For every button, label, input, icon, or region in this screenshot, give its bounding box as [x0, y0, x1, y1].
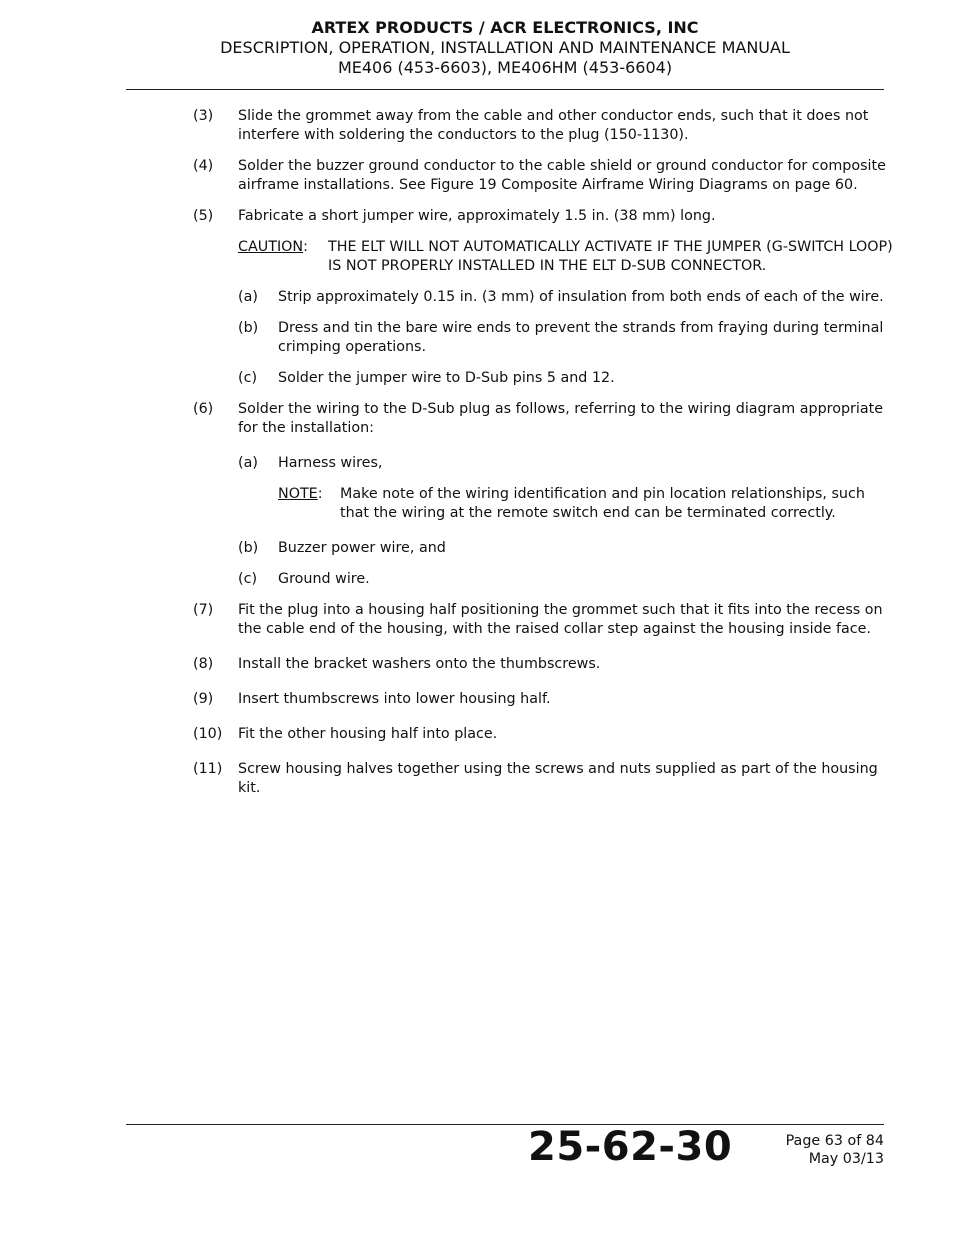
substep-text: Harness wires,: [278, 455, 383, 471]
substep-letter: (b): [238, 320, 259, 336]
step-5: [193, 207, 893, 388]
step-3: [193, 107, 893, 145]
substep-letter: (a): [238, 455, 258, 471]
step-text: Screw housing halves together using the screws and nuts supplied as part of the housing kit.: [238, 761, 878, 796]
substep-text: Dress and tin the bare wire ends to prevent the strands from fraying during terminal crimping operations.: [278, 320, 884, 355]
note-text: Make note of the wiring identification and pin location relationships, such that the wiring at the remote switch end can be terminated correctly.: [340, 486, 865, 521]
step-number: (3): [193, 108, 214, 124]
step-text: Install the bracket washers onto the thumbscrews.: [238, 656, 601, 672]
step-number: (9): [193, 691, 214, 707]
page-info: [786, 1132, 884, 1168]
substep-letter: (c): [238, 571, 258, 587]
substep-5b: [238, 319, 893, 357]
step-8: [193, 655, 893, 674]
substep-text: Strip approximately 0.15 in. (3 mm) of insulation from both ends of each of the wire.: [278, 289, 884, 305]
substep-text: Solder the jumper wire to D-Sub pins 5 and 12.: [278, 370, 615, 386]
caution-text: THE ELT WILL NOT AUTOMATICALLY ACTIVATE IF THE JUMPER (G-SWITCH LOOP) IS NOT PROPERLY INSTALLED IN THE ELT D-SUB CONNECTOR.: [328, 239, 893, 274]
step-7: [193, 601, 893, 639]
substep-5c: [238, 369, 893, 388]
step-4: [193, 157, 893, 195]
revision-date: May 03/13: [808, 1151, 884, 1167]
substep-5a: [238, 288, 893, 307]
step-6: [193, 400, 893, 589]
procedure-body: [193, 107, 893, 810]
caution-callout: CAUTION: THE ELT WILL NOT AUTOMATICALLY ACTIVATE IF THE JUMPER (G-SWITCH LOOP) IS NOT PROPERLY INSTALLED IN THE ELT D-SUB CONNECTOR.: [238, 239, 893, 274]
step-10: [193, 725, 893, 744]
step-number: (4): [193, 158, 214, 174]
substep-6a: [238, 454, 893, 523]
step-number: (10): [193, 726, 223, 742]
step-11: [193, 760, 893, 798]
substep-letter: (c): [238, 370, 258, 386]
substep-text: Ground wire.: [278, 571, 370, 587]
step-text: Solder the buzzer ground conductor to the cable shield or ground conductor for composite airframe installations. See Figure 19 Composite Airframe Wiring Diagrams on page 60.: [238, 158, 886, 193]
substep-letter: (b): [238, 540, 259, 556]
page-header: [126, 18, 884, 78]
step-text: Fit the plug into a housing half positioning the grommet such that it fits into the recess on the cable end of the housing, with the raised collar step against the housing inside face.: [238, 602, 883, 637]
ata-chapter-code: 25-62-30: [528, 1124, 733, 1170]
step-number: (11): [193, 761, 223, 777]
footer-divider: [126, 1124, 884, 1125]
header-divider: [126, 89, 884, 90]
step-text: Solder the wiring to the D-Sub plug as follows, referring to the wiring diagram appropriate for the installation:: [238, 401, 884, 436]
step-text: Fit the other housing half into place.: [238, 726, 498, 742]
step-text: Slide the grommet away from the cable and other conductor ends, such that it does not interfere with soldering the conductors to the plug (150-1130).: [238, 108, 869, 143]
step-text: Insert thumbscrews into lower housing half.: [238, 691, 551, 707]
substep-6b: [238, 539, 893, 558]
step-9: [193, 690, 893, 709]
substep-letter: (a): [238, 289, 258, 305]
substep-6c: [238, 570, 893, 589]
step-text: Fabricate a short jumper wire, approximately 1.5 in. (38 mm) long.: [238, 208, 716, 224]
step-number: (6): [193, 401, 214, 417]
note-callout: NOTE: Make note of the wiring identification and pin location relationships, such that the wiring at the remote switch end can be terminated correctly.: [278, 485, 893, 523]
step-number: (7): [193, 602, 214, 618]
manual-title: DESCRIPTION, OPERATION, INSTALLATION AND MAINTENANCE MANUAL: [220, 38, 790, 57]
caution-label: CAUTION: [238, 239, 304, 255]
step-number: (8): [193, 656, 214, 672]
model-numbers: ME406 (453-6603), ME406HM (453-6604): [337, 58, 673, 77]
company-name: ARTEX PRODUCTS / ACR ELECTRONICS, INC: [311, 18, 699, 37]
substep-text: Buzzer power wire, and: [278, 540, 446, 556]
note-label: NOTE: [278, 486, 318, 502]
page-number: Page 63 of 84: [785, 1133, 884, 1149]
step-number: (5): [193, 208, 214, 224]
